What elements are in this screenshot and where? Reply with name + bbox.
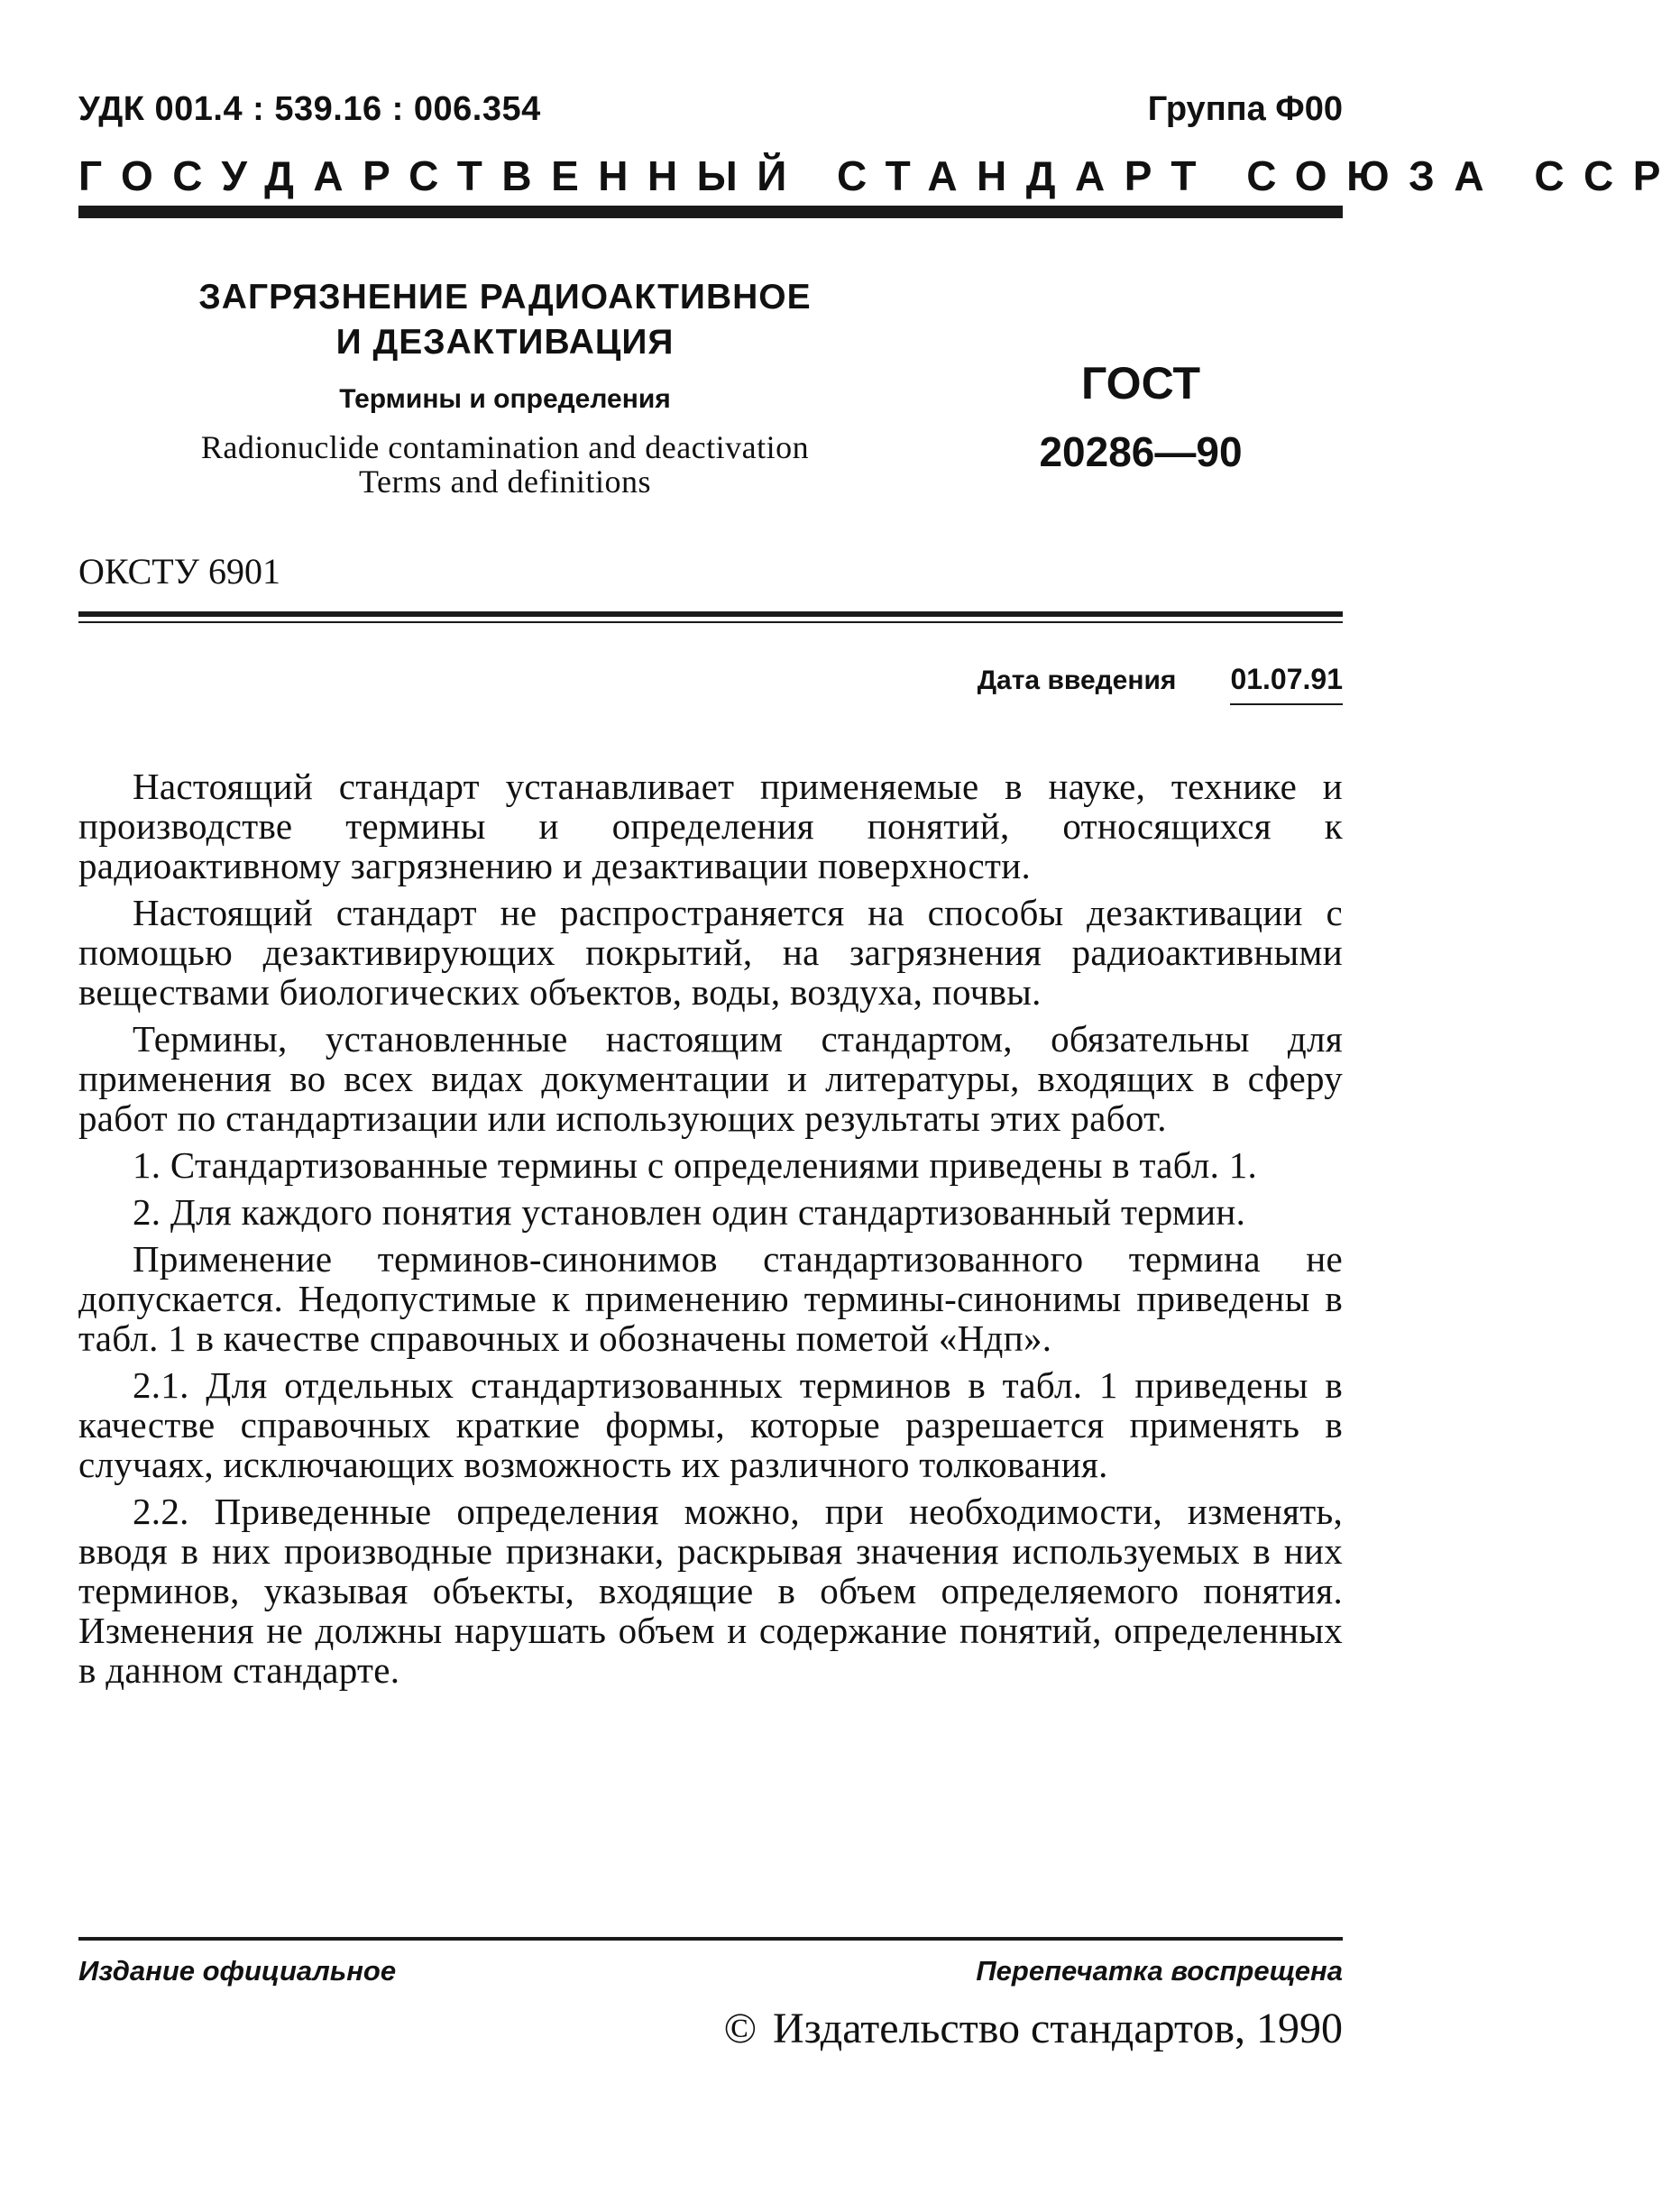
header-row	[78, 90, 1343, 144]
paragraph: 2. Для каждого понятия установлен один стандартизованный термин.	[133, 1191, 1246, 1233]
intro-date-label: Дата введения	[977, 665, 1177, 695]
paragraph: Настоящий стандарт устанавливает применяемые в науке, технике и производстве термины и определения понятий, относящихся к радиоактивному загрязнению и дезактивации поверхности.	[78, 766, 1343, 886]
title-english-block	[135, 430, 875, 499]
udk-code: УДК 001.4 : 539.16 : 006.354	[78, 90, 541, 128]
copyright-text: Издательство стандартов, 1990	[773, 2005, 1343, 2052]
gost-number: 20286—90	[1039, 428, 1243, 475]
state-standard-heading: ГОСУДАРСТВЕННЫЙ СТАНДАРТ СОЮЗА ССР	[78, 152, 1680, 199]
reprint-prohibited-note: Перепечатка воспрещена	[976, 1955, 1343, 1987]
gost-label: ГОСТ	[1081, 358, 1200, 408]
header-rule	[78, 206, 1343, 218]
paragraph: Термины, установленные настоящим стандартом, обязательны для применения во всех видах документации и литературы, входящих в сферу работ по стандартизации или использующих результаты этих работ.	[78, 1018, 1343, 1139]
paragraph: Применение терминов-синонимов стандартизованного термина не допускается. Недопустимые к применению термины-синонимы приведены в табл. 1 в качестве справочных и обозначены пометой «Ндп».	[78, 1238, 1343, 1359]
title-rule-thick	[78, 611, 1343, 617]
title-english-line-2: Terms and definitions	[359, 464, 651, 500]
group-code: Группа Ф00	[1147, 90, 1343, 128]
title-subtitle: Термины и определения	[339, 384, 671, 414]
okstu-code: ОКСТУ 6901	[78, 551, 281, 592]
title-line-1: ЗАГРЯЗНЕНИЕ РАДИОАКТИВНОЕ	[198, 278, 812, 317]
footer-rule	[78, 1937, 1343, 1941]
title-rule-thin	[78, 621, 1343, 623]
paragraph: 2.1. Для отдельных стандартизованных терминов в табл. 1 приведены в качестве справочных краткие формы, которые разрешается применять в случаях, исключающих возможность их различного толкования.	[78, 1364, 1343, 1485]
copyright-icon: ©	[723, 2005, 757, 2052]
gost-block	[1019, 356, 1262, 477]
paragraph: 1. Стандартизованные термины с определениями приведены в табл. 1.	[133, 1144, 1258, 1186]
intro-date-value: 01.07.91	[1230, 663, 1343, 705]
title-line-2: И ДЕЗАКТИВАЦИЯ	[335, 323, 675, 362]
paragraph: 2.2. Приведенные определения можно, при необходимости, изменять, вводя в них производные признаки, раскрывая значения используемых в них терминов, указывая объекты, входящие в объем определяемого понятия. Изменения не должны нарушать объем и содержание понятий, определенных в данном стандарте.	[78, 1491, 1343, 1691]
body-text	[78, 766, 1343, 1697]
intro-date	[978, 663, 1343, 705]
copyright-line	[724, 2004, 1343, 2053]
title-english-line-1: Radionuclide contamination and deactivation	[200, 429, 810, 465]
paragraph: Настоящий стандарт не распространяется на способы дезактивации с помощью дезактивирующих покрытий, на загрязнения радиоактивными веществами биологических объектов, воды, воздуха, почвы.	[78, 892, 1343, 1013]
official-edition-note: Издание официальное	[78, 1955, 397, 1987]
title-block	[135, 275, 875, 499]
